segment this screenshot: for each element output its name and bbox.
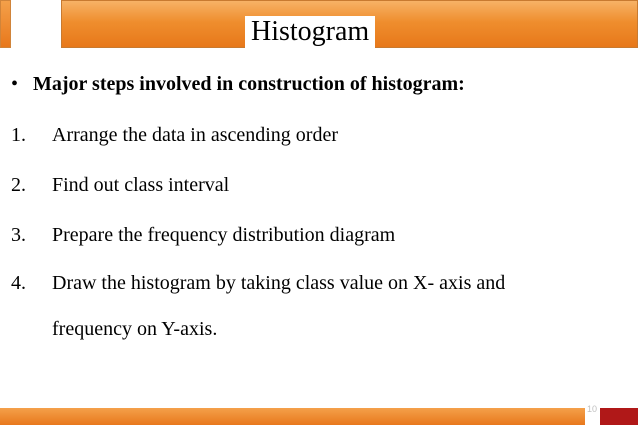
heading-bullet-row: [11, 73, 465, 96]
page-number: 10: [587, 404, 598, 414]
step-1: [11, 124, 338, 147]
footer-square: [600, 408, 638, 425]
step-number: 3.: [11, 224, 26, 246]
heading-text: Major steps involved in construction of histogram:: [33, 73, 465, 95]
bullet-icon: •: [11, 73, 19, 95]
slide-title: Histogram: [245, 16, 375, 48]
step-text: Find out class interval: [52, 174, 230, 196]
step-number: 2.: [11, 174, 26, 196]
step-number: 1.: [11, 124, 26, 146]
step-4-continuation: frequency on Y-axis.: [52, 318, 218, 340]
step-4: [11, 272, 505, 295]
step-text: Draw the histogram by taking class value on X- axis and: [52, 272, 506, 294]
footer-bar: [0, 408, 585, 425]
step-number: 4.: [11, 272, 26, 294]
step-3: [11, 224, 395, 247]
left-accent-bar: [0, 0, 11, 48]
step-text: Prepare the frequency distribution diagram: [52, 224, 396, 246]
step-2: [11, 174, 229, 197]
step-text: Arrange the data in ascending order: [52, 124, 338, 146]
